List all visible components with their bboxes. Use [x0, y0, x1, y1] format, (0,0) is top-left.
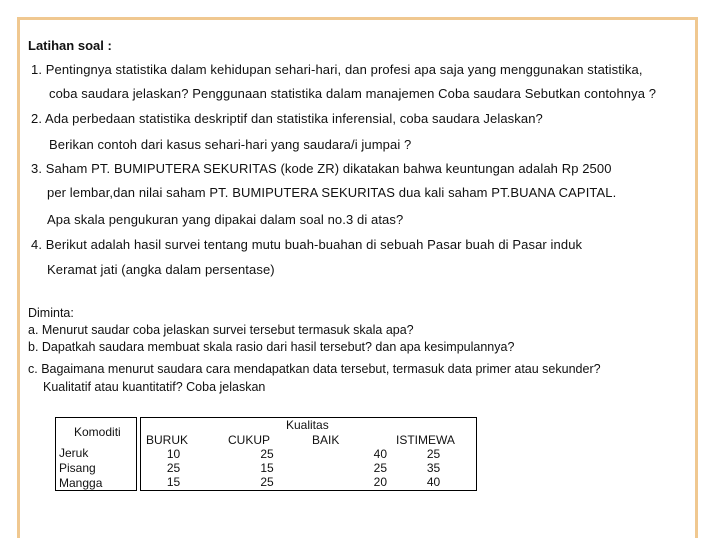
diminta-label: Diminta:	[28, 306, 74, 320]
table-cell: 40	[373, 447, 387, 461]
question-1-line-2: coba saudara jelaskan? Penggunaan statistika dalam manajemen Coba saudara Sebutkan contohnya ?	[49, 86, 657, 101]
column-buruk	[146, 433, 201, 489]
column-baik	[312, 433, 387, 489]
table-cell: 25	[260, 475, 274, 489]
question-3-line-3: Apa skala pengukuran yang dipakai dalam soal no.3 di atas?	[47, 212, 404, 227]
question-3-line-1: 3. Saham PT. BUMIPUTERA SEKURITAS (kode ZR) dikatakan bahwa keuntungan adalah Rp 2500	[31, 161, 612, 176]
question-4-line-2: Keramat jati (angka dalam persentase)	[47, 262, 275, 277]
column-header: ISTIMEWA	[396, 433, 455, 447]
table-cell: 40	[426, 475, 441, 489]
diminta-item-c-line-1: c. Bagaimana menurut saudara cara mendapatkan data tersebut, termasuk data primer atau sekunder?	[28, 362, 601, 376]
table-cell: 25	[426, 447, 441, 461]
question-3-line-2: per lembar,dan nilai saham PT. BUMIPUTERA SEKURITAS dua kali saham PT.BUANA CAPITAL.	[47, 185, 617, 200]
column-cukup	[228, 433, 306, 489]
commodity-row: Mangga	[59, 476, 103, 490]
column-header: BAIK	[312, 433, 340, 447]
table-cell: 35	[426, 461, 441, 475]
question-2-line-2: Berikan contoh dari kasus sehari-hari yang saudara/i jumpai ?	[49, 137, 412, 152]
kualitas-header: Kualitas	[286, 418, 329, 432]
table-cell: 15	[166, 475, 181, 489]
diminta-item-a: a. Menurut saudar coba jelaskan survei tersebut termasuk skala apa?	[28, 323, 414, 337]
table-cell: 20	[373, 475, 387, 489]
question-4-line-1: 4. Berikut adalah hasil survei tentang mutu buah-buahan di sebuah Pasar buah di Pasar induk	[31, 237, 583, 252]
table-cell: 25	[373, 461, 387, 475]
table-cell: 25	[260, 447, 274, 461]
commodity-row: Pisang	[59, 461, 96, 475]
komoditi-header: Komoditi	[74, 425, 121, 439]
diminta-item-c-line-2: Kualitatif atau kuantitatif? Coba jelaskan	[43, 380, 266, 394]
column-header: CUKUP	[228, 433, 271, 447]
question-2-line-1: 2. Ada perbedaan statistika deskriptif dan statistika inferensial, coba saudara Jelaskan?	[31, 111, 543, 126]
column-istimewa	[396, 433, 471, 489]
table-cell: 10	[166, 447, 181, 461]
column-header: BURUK	[146, 433, 189, 447]
table-cell: 15	[260, 461, 274, 475]
commodity-table	[55, 417, 137, 491]
question-1-line-1: 1. Pentingnya statistika dalam kehidupan sehari-hari, dan profesi apa saja yang menggunakan statistika,	[31, 62, 643, 77]
quality-table	[140, 417, 477, 491]
diminta-item-b: b. Dapatkah saudara membuat skala rasio dari hasil tersebut? dan apa kesimpulannya?	[28, 340, 515, 354]
exercise-heading: Latihan soal :	[28, 38, 112, 53]
table-cell: 25	[166, 461, 181, 475]
commodity-row: Jeruk	[59, 446, 89, 460]
